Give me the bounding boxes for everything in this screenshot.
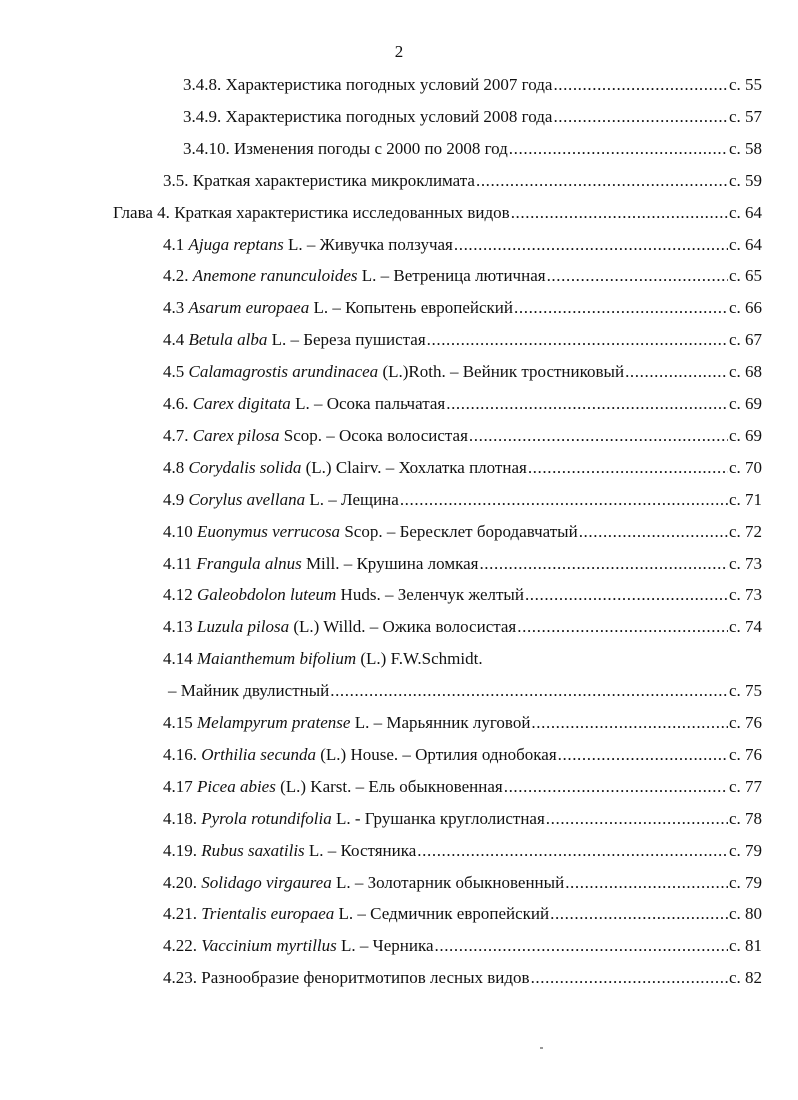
toc-entry-title (168, 676, 329, 706)
dot-leader (558, 740, 728, 770)
toc-entry-text: Характеристика погодных условий 2007 года (225, 75, 553, 94)
toc-entry-number: 4.1 (163, 234, 185, 254)
dot-leader (511, 198, 728, 228)
toc-page-number: с. 58 (728, 138, 762, 158)
toc-entry-text: Характеристика погодных условий 2008 года (225, 106, 553, 126)
toc-entry-number: 4.4 (163, 330, 185, 350)
toc-entry-title (163, 580, 524, 610)
toc-entry (163, 963, 762, 993)
toc-entry (163, 644, 483, 674)
toc-page-number: с. 79 (728, 840, 762, 860)
toc-entry-number: 4.8 (163, 457, 185, 477)
toc-entry-title (163, 485, 399, 515)
toc-page-number: с. 64 (728, 202, 762, 222)
dot-leader (579, 517, 728, 547)
page-number: 2 (394, 42, 404, 61)
toc-entry-text: L. – Седмичник европейский (334, 904, 550, 924)
toc-entry-text: L. – Костяника (304, 840, 417, 860)
toc-entry-text: (L.)Roth. – Вейник тростниковый (378, 362, 625, 382)
toc-entry-number: 4.2. (163, 266, 189, 286)
toc-entry (163, 389, 762, 419)
toc-entry-text: Изменения погоды с 2000 по 2008 год (234, 138, 508, 158)
species-latin-name: Frangula alnus (196, 553, 302, 573)
toc-entry-text: L. – Живучка ползучая (283, 234, 453, 254)
toc-page-number: с. 81 (728, 936, 762, 956)
toc-entry-text: Huds. – Зеленчук желтый (336, 585, 524, 605)
species-latin-name: Maianthemum bifolium (197, 649, 357, 669)
toc-page-number: с. 73 (728, 585, 762, 605)
dot-leader (400, 485, 728, 515)
species-latin-name: Anemone ranunculoides (192, 266, 358, 286)
toc-entry-number: Глава 4. (113, 202, 170, 222)
toc-entry-title (163, 963, 530, 993)
species-latin-name: Euonymus verrucosa (197, 521, 341, 541)
toc-page-number: с. 69 (728, 425, 762, 445)
toc-entry-number: 4.15 (163, 713, 193, 732)
species-latin-name: Melampyrum pratense (197, 713, 351, 732)
toc-entry-title (163, 293, 513, 323)
toc-entry-number: 4.19. (163, 840, 197, 860)
species-latin-name: Corylus avellana (188, 489, 306, 509)
toc-entry-number: 4.6. (163, 394, 189, 413)
dot-leader (625, 357, 728, 387)
species-latin-name: Pyrola rotundifolia (201, 808, 332, 828)
toc-page-number: с. 64 (728, 234, 762, 254)
species-latin-name: Vaccinium myrtillus (201, 936, 337, 956)
toc-entry (163, 772, 762, 802)
toc-entry (163, 804, 762, 834)
species-latin-name: Picea abies (197, 776, 276, 796)
dot-leader (546, 804, 728, 834)
toc-entry-title (163, 389, 445, 419)
dot-leader (531, 963, 728, 993)
dot-leader (525, 580, 728, 610)
species-latin-name: Calamagrostis arundinacea (188, 362, 379, 382)
toc-entry-number: 4.21. (163, 904, 197, 924)
species-latin-name: Rubus saxatilis (201, 840, 305, 860)
toc-entry-title (113, 198, 510, 228)
toc-entry-text: L. – Лещина (305, 489, 399, 509)
toc-entry-title (163, 612, 516, 642)
toc-entry-text: Краткая характеристика микроклимата (192, 170, 475, 190)
toc-page-number: с. 79 (728, 872, 762, 892)
toc-entry-text: L. - Грушанка круглолистная (331, 808, 545, 828)
toc-page-number: с. 55 (728, 75, 762, 94)
toc-page-number: с. 59 (728, 170, 762, 190)
species-latin-name: Carex pilosa (192, 425, 280, 445)
toc-entry-number: 4.12 (163, 585, 193, 605)
dot-leader (417, 836, 728, 866)
toc-page-number: с. 75 (728, 681, 762, 701)
species-latin-name: Corydalis solida (188, 457, 302, 477)
toc-entry-number: 3.5. (163, 170, 189, 190)
toc-entry-text: (L.) Clairv. – Хохлатка плотная (301, 457, 527, 477)
dot-leader (479, 549, 728, 579)
toc-entry-text: Scop. – Бересклет бородавчатый (340, 521, 578, 541)
dot-leader (550, 899, 728, 929)
toc-entry-title (163, 931, 434, 961)
toc-entry-text: – Майник двулистный (168, 681, 330, 701)
species-latin-name: Trientalis europaea (201, 904, 335, 924)
toc-entry-number: 4.20. (163, 872, 197, 892)
toc-entry-title (163, 453, 527, 483)
toc-entry-text: L. – Копытень европейский (309, 298, 514, 318)
species-latin-name: Asarum europaea (188, 298, 310, 318)
dot-leader (514, 293, 728, 323)
toc-entry (183, 134, 762, 164)
toc-entry-title (163, 836, 416, 866)
toc-page-number: с. 76 (728, 744, 762, 764)
toc-page-number: с. 71 (728, 489, 762, 509)
toc-page-number: с. 65 (728, 266, 762, 286)
toc-entry-title (163, 899, 549, 929)
scan-artifact (540, 1047, 543, 1049)
toc-entry (163, 357, 762, 387)
toc-entry (163, 293, 762, 323)
dot-leader (531, 708, 728, 738)
toc-entry (163, 740, 762, 770)
dot-leader (476, 166, 728, 196)
toc-entry (168, 676, 762, 706)
toc-entry-title (163, 644, 483, 674)
toc-entry (163, 931, 762, 961)
toc-entry-title (163, 230, 453, 260)
toc-entry-text: L. – Золотарник обыкновенный (331, 872, 565, 892)
toc-entry (163, 230, 762, 260)
dot-leader (454, 230, 728, 260)
toc-entry (163, 325, 762, 355)
dot-leader (446, 389, 728, 419)
species-latin-name: Solidago virgaurea (201, 872, 332, 892)
dot-leader (553, 102, 728, 132)
toc-entry (163, 899, 762, 929)
toc-entry-title (163, 357, 624, 387)
toc-page-number: с. 69 (728, 394, 762, 413)
toc-entry-number: 4.3 (163, 298, 185, 318)
toc-entry-number: 4.14 (163, 649, 193, 669)
toc-entry (163, 261, 762, 291)
toc-page-number: с. 73 (728, 553, 762, 573)
dot-leader (565, 868, 728, 898)
dot-leader (469, 421, 728, 451)
dot-leader (547, 261, 728, 291)
toc-entry-title (163, 517, 578, 547)
toc-page-number: с. 74 (728, 617, 762, 637)
toc-entry-title (163, 325, 426, 355)
toc-entry-text: (L.) Karst. – Ель обыкновенная (275, 776, 503, 796)
toc-entry-number: 4.11 (163, 553, 193, 573)
dot-leader (427, 325, 728, 355)
toc-entry-text: Mill. – Крушина ломкая (301, 553, 479, 573)
toc-entry-text: L. – Марьянник луговой (350, 713, 531, 732)
toc-page-number: с. 70 (728, 457, 762, 477)
toc-page-number: с. 82 (728, 968, 762, 988)
toc-entry-number: 3.4.9. (183, 106, 222, 126)
toc-entry-number: 3.4.10. (183, 138, 230, 158)
toc-entry (163, 549, 762, 579)
toc-entry (163, 868, 762, 898)
toc-page-number: с. 72 (728, 521, 762, 541)
toc-entry-text: L. – Черника (336, 936, 434, 956)
toc-entry (163, 612, 762, 642)
toc-entry-number: 4.5 (163, 362, 185, 382)
toc-entry (163, 166, 762, 196)
toc-page-number: с. 76 (728, 713, 762, 732)
dot-leader (435, 931, 728, 961)
dot-leader (330, 676, 728, 706)
toc-entry-title (163, 708, 530, 738)
toc-entry-title (163, 804, 545, 834)
toc-entry-text: (L.) Willd. – Ожика волосистая (289, 617, 517, 637)
toc-page-number: с. 67 (728, 330, 762, 350)
species-latin-name: Galeobdolon luteum (197, 585, 337, 605)
dot-leader (517, 612, 728, 642)
toc-entry (163, 836, 762, 866)
toc-entry-title (163, 740, 557, 770)
toc-entry-number: 4.13 (163, 617, 193, 637)
toc-page-number: с. 57 (728, 106, 762, 126)
toc-entry (163, 580, 762, 610)
toc-entry-title (163, 868, 564, 898)
toc-entry-title (163, 421, 468, 451)
toc-entry-text: Разнообразие феноритмотипов лесных видов (201, 968, 530, 988)
toc-entry (183, 102, 762, 132)
toc-entry-text: L. – Береза пушистая (267, 330, 426, 350)
toc-entry-number: 3.4.8. (183, 75, 222, 94)
species-latin-name: Orthilia secunda (201, 744, 316, 764)
toc-entry-number: 4.16. (163, 744, 197, 764)
toc-entry-number: 4.18. (163, 808, 197, 828)
toc-entry-number: 4.22. (163, 936, 197, 956)
toc-page-number: с. 80 (728, 904, 762, 924)
toc-entry-number: 4.10 (163, 521, 193, 541)
toc-entry-text: L. – Ветреница лютичная (357, 266, 546, 286)
dot-leader (553, 70, 728, 100)
toc-entry (163, 421, 762, 451)
toc-entry (163, 708, 762, 738)
toc-entry (113, 198, 762, 228)
toc-entry-title (163, 166, 475, 196)
species-latin-name: Luzula pilosa (197, 617, 290, 637)
toc-page-number: с. 77 (728, 776, 762, 796)
toc-entry-text: Scop. – Осока волосистая (279, 425, 468, 445)
species-latin-name: Betula alba (188, 330, 268, 350)
dot-leader (509, 134, 728, 164)
toc-entry-number: 4.9 (163, 489, 185, 509)
toc-entry-title (163, 772, 503, 802)
toc-entry-text: Краткая характеристика исследованных видов (174, 202, 510, 222)
toc-page-number: с. 66 (728, 298, 762, 318)
toc-entry-number: 4.7. (163, 425, 189, 445)
toc-entry (163, 517, 762, 547)
toc-page-number: с. 78 (728, 808, 762, 828)
toc-entry (163, 453, 762, 483)
toc-entry-text: (L.) House. – Ортилия однобокая (316, 744, 557, 764)
toc-entry (163, 485, 762, 515)
toc-entry-number: 4.23. (163, 968, 197, 988)
toc-entry-title (163, 549, 478, 579)
toc-page-number: с. 68 (728, 362, 762, 382)
toc-entry-title (183, 134, 508, 164)
toc-entry-text: L. – Осока пальчатая (290, 394, 446, 413)
dot-leader (528, 453, 728, 483)
toc-entry-title (163, 261, 546, 291)
species-latin-name: Carex digitata (192, 394, 291, 413)
dot-leader (504, 772, 728, 802)
species-latin-name: Ajuga reptans (188, 234, 284, 254)
toc-entry-title (183, 70, 552, 100)
toc-entry-title (183, 102, 552, 132)
toc-entry (183, 70, 762, 100)
toc-entry-text: (L.) F.W.Schmidt. (356, 649, 483, 669)
toc-entry-number: 4.17 (163, 776, 193, 796)
